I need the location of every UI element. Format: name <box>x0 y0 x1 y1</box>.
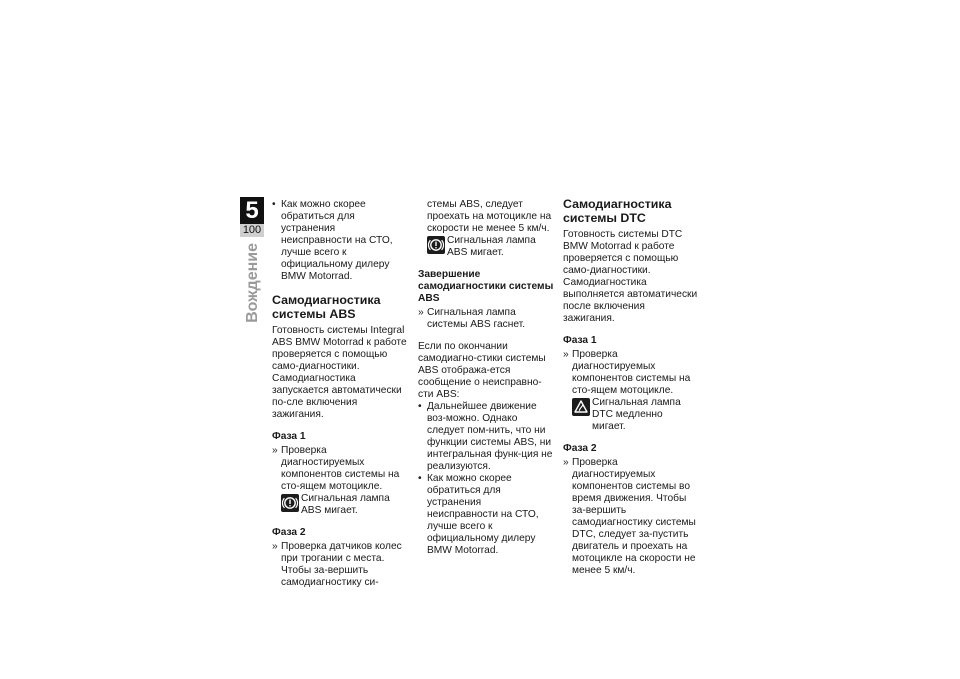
heading-phase-2: Фаза 2 <box>272 527 306 538</box>
heading-dtc-selfdiag: Самодиагностика системы DTC <box>563 197 672 225</box>
heading-abs-selfdiag: Самодиагностика системы ABS <box>272 293 381 321</box>
dtc-warning-icon <box>572 398 590 416</box>
heading-phase-2: Фаза 2 <box>563 443 597 454</box>
lamp-note <box>572 397 699 433</box>
lamp-text: Сигнальная лампа DTC медленно мигает. <box>592 397 681 432</box>
lamp-text: Сигнальная лампа ABS мигает. <box>447 235 536 258</box>
bullet-item: • Как можно скорее обратиться для устранения неисправности на СТО, лучше всего к официальному дилеру BMW Motorrad. <box>272 199 408 283</box>
lamp-note <box>281 493 408 517</box>
paragraph-abs-fault: Если по окончании самодиагно-стики системы ABS отобража-ется сообщение о неисправно-сти ABS: <box>418 341 546 400</box>
page-number: 100 <box>240 224 264 237</box>
bullet-item: • Как можно скорее обратиться для устранения неисправности на СТО, лучше всего к официальному дилеру BMW Motorrad. <box>418 473 554 557</box>
action-item: » Проверка датчиков колес при трогании с места. Чтобы за-вершить самодиагностику си- <box>272 541 408 589</box>
action-item: » Проверка диагностируемых компонентов системы во время движения. Чтобы за-вершить самодиагностику системы DTC, следует за-пустить двигатель и проехать на мотоцикле на скорости не менее 5 км/ч. <box>563 457 699 577</box>
bullet-item: • Дальнейшее движение воз-можно. Однако следует пом-нить, что ни функции системы ABS, ни интегральная функ-ция не реализуются. <box>418 401 554 473</box>
chapter-number: 5 <box>240 197 264 224</box>
section-label: Вождение <box>244 243 261 323</box>
action-item: » Сигнальная лампа системы ABS гаснет. <box>418 307 554 331</box>
column-3 <box>563 199 699 577</box>
paragraph-abs-readiness: Готовность системы Integral ABS BMW Motorrad к работе проверяется с помощью само-диагностики. Самодиагностика запускается автоматически по-сле включения зажигания. <box>272 325 407 420</box>
column-1 <box>272 199 408 589</box>
action-continuation: стемы ABS, следует проехать на мотоцикле на скорости не менее 5 км/ч. <box>427 199 552 234</box>
lamp-text: Сигнальная лампа ABS мигает. <box>301 493 390 516</box>
action-item: » Проверка диагностируемых компонентов системы на сто-ящем мотоцикле. <box>563 349 699 397</box>
heading-abs-complete: Завершение самодиагностики системы ABS <box>418 269 554 304</box>
heading-phase-1: Фаза 1 <box>563 335 597 346</box>
paragraph-dtc-readiness: Готовность системы DTC BMW Motorrad к работе проверяется с помощью само-диагностики. Самодиагностика выполняется автоматически после включения зажигания. <box>563 229 698 324</box>
lamp-note <box>427 235 554 259</box>
column-2 <box>418 199 554 557</box>
abs-warning-icon <box>281 494 299 512</box>
heading-phase-1: Фаза 1 <box>272 431 306 442</box>
abs-warning-icon <box>427 236 445 254</box>
action-item: » Проверка диагностируемых компонентов системы на сто-ящем мотоцикле. <box>272 445 408 493</box>
